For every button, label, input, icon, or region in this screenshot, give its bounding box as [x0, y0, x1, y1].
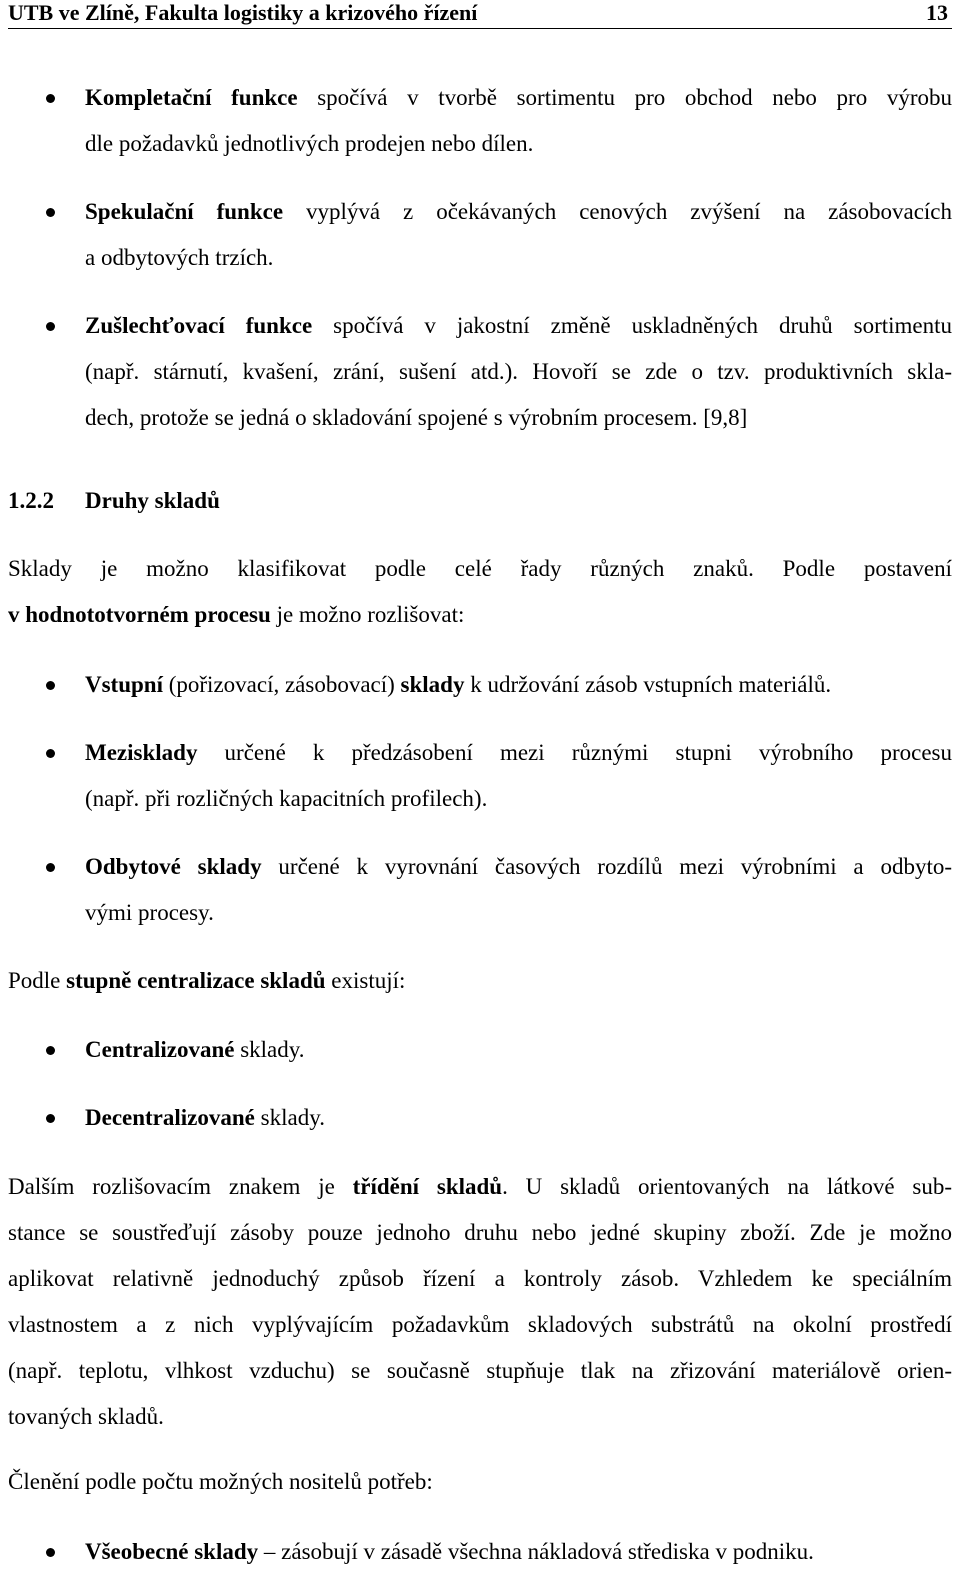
list-item-decentralizovane	[85, 1095, 952, 1141]
paragraph-line: Sklady je možno klasifikovat podle celé řady různých znaků. Podle postavení	[8, 556, 952, 581]
paragraph-sorting	[8, 1164, 952, 1440]
list-item-centralizovane	[85, 1027, 952, 1073]
section-number: 1.2.2	[8, 488, 54, 513]
term: Všeobecné sklady	[85, 1539, 259, 1564]
list-item-vseobecne	[85, 1529, 952, 1575]
list-item-spekulacni	[85, 189, 952, 281]
paragraph-line: vlastnostem a z nich vyplývajícím požadavkům skladových substrátů na okolní prostředí	[8, 1312, 952, 1337]
term: Vstupní	[85, 672, 163, 697]
bullet-icon	[46, 863, 55, 872]
term: sklady	[400, 672, 465, 697]
paragraph-line: aplikovat relativně jednoduchý způsob řízení a kontroly zásob. Vzhledem ke speciálním	[8, 1266, 952, 1291]
section-title: Druhy skladů	[85, 488, 220, 513]
paragraph-text: Podle	[8, 968, 67, 993]
bullet-icon	[46, 681, 55, 690]
list-item-odbytove	[85, 844, 952, 936]
bullet-icon	[46, 749, 55, 758]
paragraph-line: tovaných skladů.	[8, 1404, 164, 1429]
list-item-text: (pořizovací, zásobovací)	[162, 672, 401, 697]
paragraph-bearers	[8, 1459, 952, 1505]
bullet-icon	[46, 322, 55, 331]
page-number: 13	[926, 0, 948, 25]
list-item-text: k udržování zásob vstupních materiálů.	[464, 672, 832, 697]
paragraph-line: (např. teplotu, vlhkost vzduchu) se současně stupňuje tlak na zřizování materiálově orien-	[8, 1358, 952, 1383]
list-item-text: sklady.	[254, 1105, 325, 1130]
bullet-icon	[46, 1548, 55, 1557]
term: Odbytové sklady	[85, 854, 262, 879]
term: Spekulační funkce	[85, 199, 284, 224]
paragraph-line: je možno rozlišovat:	[270, 602, 465, 627]
paragraph-classification	[8, 546, 952, 638]
list-item-kompletacni	[85, 75, 952, 167]
list-item-text: vými procesy.	[85, 900, 214, 925]
list-item-mezisklady	[85, 730, 952, 822]
term: Zušlechťovací funkce	[85, 313, 313, 338]
list-item-text: určené k předzásobení mezi různými stupni výrobního procesu	[197, 740, 952, 765]
list-item-text: spočívá v tvorbě sortimentu pro obchod nebo pro výrobu	[297, 85, 952, 110]
paragraph-text: existují:	[325, 968, 406, 993]
term: Decentralizované	[85, 1105, 255, 1130]
section-heading	[8, 478, 220, 524]
list-item-text: (např. při rozličných kapacitních profilech).	[85, 786, 488, 811]
list-item-text: dech, protože se jedná o skladování spojené s výrobním procesem. [9,8]	[85, 405, 748, 430]
bullet-icon	[46, 1114, 55, 1123]
term: Mezisklady	[85, 740, 198, 765]
list-item-text: dle požadavků jednotlivých prodejen nebo dílen.	[85, 131, 534, 156]
bullet-icon	[46, 1046, 55, 1055]
list-item-text: (např. stárnutí, kvašení, zrání, sušení atd.). Hovoří se zde o tzv. produktivních skla-	[85, 359, 952, 384]
header-title: UTB ve Zlíně, Fakulta logistiky a krizového řízení	[8, 0, 478, 25]
term: Centralizované	[85, 1037, 235, 1062]
list-item-text: určené k vyrovnání časových rozdílů mezi výrobními a odbyto-	[261, 854, 952, 879]
emphasis: v hodnototvorném procesu	[8, 602, 271, 627]
bullet-icon	[46, 208, 55, 217]
paragraph-centralization	[8, 958, 952, 1004]
paragraph-text: Dalším rozlišovacím znakem je	[8, 1174, 353, 1199]
list-item-text: a odbytových trzích.	[85, 245, 274, 270]
list-item-zuslechtovaci	[85, 303, 952, 441]
term: Kompletační funkce	[85, 85, 298, 110]
list-item-text: spočívá v jakostní změně uskladněných druhů sortimentu	[312, 313, 953, 338]
list-item-text: – zásobují v zásadě všechna nákladová střediska v podniku.	[258, 1539, 814, 1564]
paragraph-line: Členění podle počtu možných nositelů potřeb:	[8, 1469, 433, 1494]
bullet-icon	[46, 94, 55, 103]
paragraph-line: stance se soustřeďují zásoby pouze jednoho druhu nebo jedné skupiny zboží. Zde je možno	[8, 1220, 952, 1245]
list-item-text: sklady.	[234, 1037, 305, 1062]
paragraph-text: . U skladů orientovaných na látkové sub-	[502, 1174, 952, 1199]
emphasis: stupně centralizace skladů	[66, 968, 326, 993]
emphasis: třídění skladů	[352, 1174, 503, 1199]
list-item-vstupni	[85, 662, 952, 708]
page-header	[8, 0, 952, 29]
list-item-text: vyplývá z očekávaných cenových zvýšení na zásobovacích	[283, 199, 953, 224]
